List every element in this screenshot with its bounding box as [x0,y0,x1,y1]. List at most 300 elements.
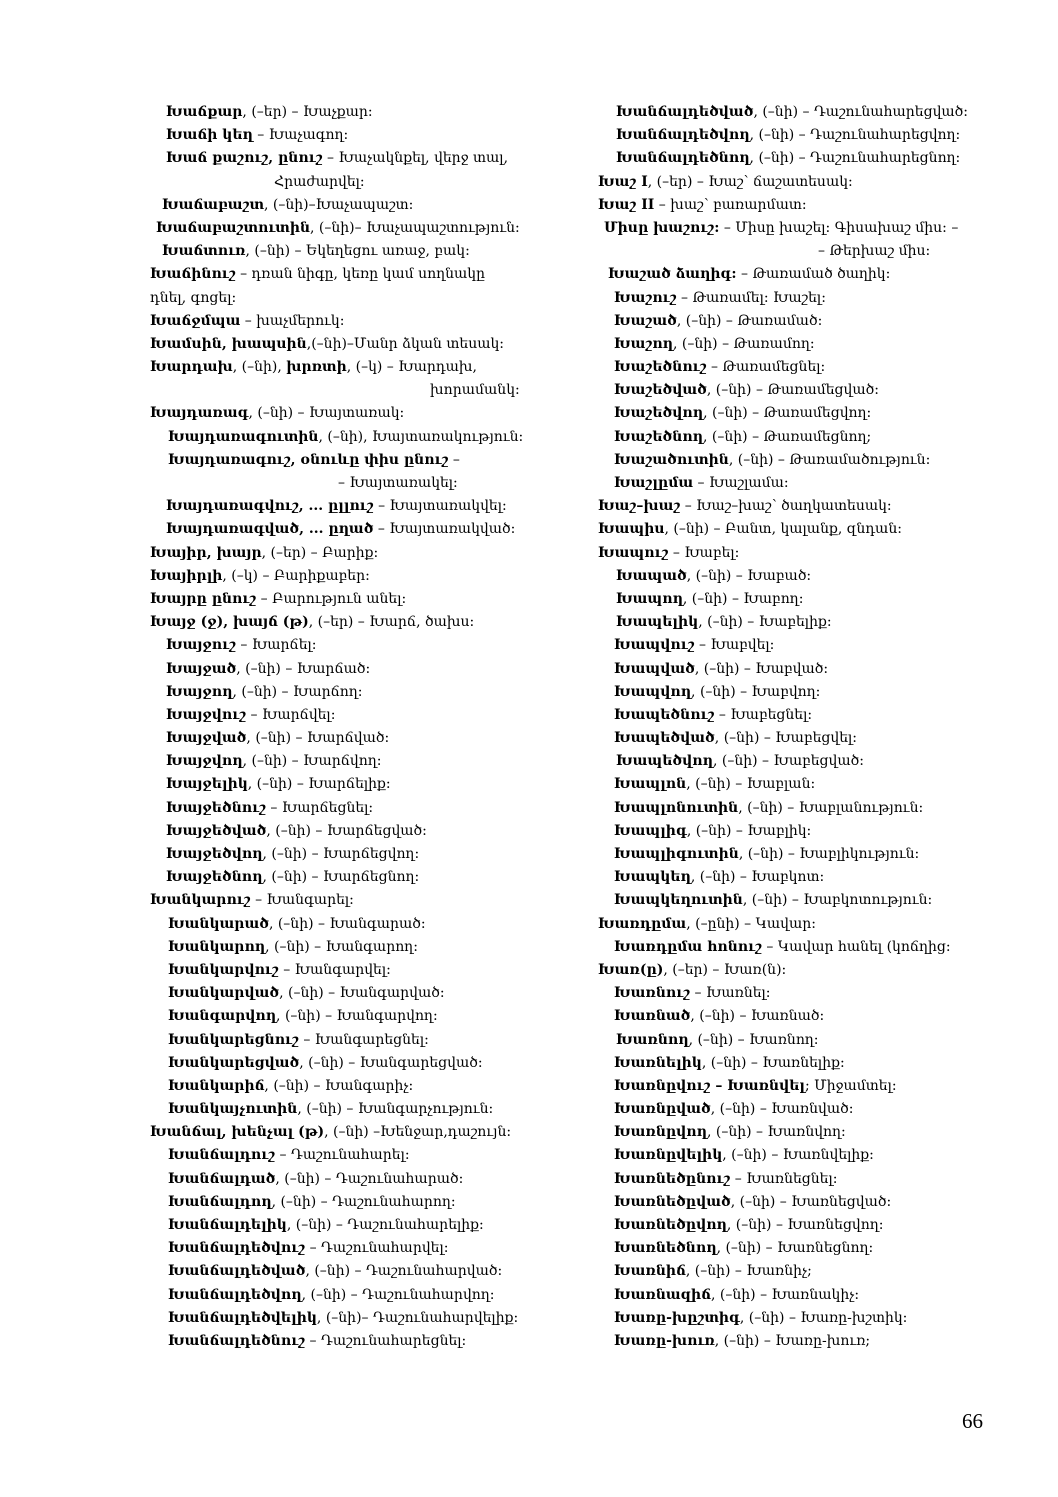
entry-definition: , (–նի) – Խարճած։ [236,660,371,677]
entry-definition: , (–նի) – Թառամած։ [676,312,823,329]
entry-headword: Խանճալդելիկ [168,1217,287,1233]
entry-definition: , (–նի) – Խարճվող։ [242,753,382,770]
dictionary-entry [150,936,580,959]
dictionary-entry [150,982,580,1005]
entry-definition: , (–նի) – Դաշունահարեցնող։ [749,150,961,167]
entry-definition: – [448,451,460,468]
dictionary-entry [150,727,580,750]
entry-headword: Խապիս [598,521,665,538]
entry-definition: Հրաժարվել։ [274,173,365,190]
dictionary-entry [150,194,580,217]
entry-definition: , (–նի) – Թառամեցված։ [706,382,879,399]
entry-definition: , (–նի) – Խառը-խշտիկ։ [739,1309,908,1326]
entry-definition: – Խարճել։ [235,637,317,654]
dictionary-entry [150,820,580,843]
dictionary-entry [598,379,1038,402]
entry-definition: , (–նի) – Խաբվող։ [691,683,821,700]
entry-definition: , (–նի) – Խառնեցված։ [730,1193,892,1210]
entry-definition: , (–նի) – Խանգարչություն։ [297,1101,494,1118]
entry-headword: Խառ(ը) [598,961,664,978]
dictionary-entry [598,402,1038,425]
entry-definition: – Խառնել։ [690,985,771,1002]
entry-definition: – Խարճվել։ [246,706,336,723]
entry-definition: , (–նի) – Խառը-խուռ; [714,1332,871,1349]
entry-headword: Խանկարված [168,985,280,1002]
entry-definition: – Խանգարվել։ [278,961,391,978]
entry-headword: Խաճի կեղ [166,127,253,144]
dictionary-entry [150,310,580,333]
dictionary-entry [150,1260,580,1283]
dictionary-entry [150,1075,580,1098]
entry-headword: Խաշած [614,312,677,329]
dictionary-entry [150,101,580,124]
entry-headword: Խառնըված [614,1101,711,1118]
entry-definition: , (–նի), Խայտառակություն։ [318,428,524,445]
dictionary-entry [598,495,1038,518]
entry-definition: , (–նի)–Խաչապաշտ։ [264,196,414,213]
dictionary-entry [150,472,580,495]
dictionary-entry [150,1191,580,1214]
entry-headword: Խաշեծնող [614,428,704,445]
entry-definition: , (–կ) – Խարդախ, [346,359,477,376]
dictionary-entry [150,588,580,611]
entry-definition: , (–նի) – Խարճող։ [232,683,363,700]
entry-headword: Խայջվուշ [166,706,247,723]
entry-definition: , (–նի) – Խանգարած։ [268,915,426,932]
entry-headword: Խայջեծնուշ [166,799,266,816]
entry-headword: Խաշուշ [614,289,677,306]
dictionary-entry [598,1052,1038,1075]
entry-headword: Խանճալդեծնող [616,150,750,167]
entry-definition: – Խաշլամա։ [693,475,789,491]
entry-definition: , (–նի)– Դաշունահարվելիք։ [316,1309,519,1326]
entry-headword: Խանճալդեծված [616,104,754,120]
entry-headword: Խառնեծընուշ [614,1170,731,1187]
entry-definition: , (–նի) – Խարճեցվող։ [262,846,420,862]
entry-headword: Խառնեծըված [614,1193,731,1210]
dictionary-entry [598,1330,1038,1353]
entry-headword: Խառդըմա [598,915,687,932]
entry-definition: – Խաբեցնել։ [714,706,813,723]
entry-headword: Խայջեծվող [166,846,263,862]
dictionary-entry [598,310,1038,333]
entry-headword: Խարդախ [150,359,233,376]
entry-definition: – Թերխաշ միս։ [818,243,931,260]
dictionary-entry [598,565,1038,588]
dictionary-entry [150,1052,580,1075]
dictionary-entry [598,1144,1038,1167]
entry-definition: – Դաշունահարել։ [275,1147,410,1164]
entry-definition: – Խաշ–խաշ՝ ծաղկատեսակ։ [680,498,892,515]
dictionary-entry [150,750,580,773]
entry-headword: Խաճաբաշտուտին [156,219,311,236]
right-column [598,101,1038,1353]
dictionary-entry [150,797,580,820]
dictionary-entry [150,287,580,310]
entry-definition: – Դաշունահարվել։ [305,1240,449,1257]
entry-definition: , (–նի) – Դաշունահարեցվող։ [749,127,961,144]
dictionary-entry [598,124,1038,147]
entry-headword: Խաշեծնուշ [614,359,707,376]
entry-headword: Խապեծնուշ [614,706,715,723]
dictionary-entry [598,704,1038,727]
entry-headword: Խաշ I [598,173,648,190]
dictionary-entry [598,518,1038,541]
entry-definition: – Խաբվել։ [694,637,775,654]
entry-definition: , (–նի) – Թառամածություն։ [728,451,931,468]
entry-definition: – Խաչագող։ [252,127,349,144]
dictionary-entry [150,913,580,936]
dictionary-entry [598,1098,1038,1121]
entry-headword: Խանկարեցված [168,1054,300,1071]
page-number: 66 [962,1409,983,1433]
dictionary-entry [598,147,1038,170]
entry-headword: Խանկարեցնուշ [168,1031,299,1048]
entry-headword: Խանճալ, խենչալ (թ) [150,1124,325,1141]
entry-definition: , (–նի) – Խառնեցվող։ [726,1217,884,1233]
entry-headword: Խաճջմպա [150,312,241,329]
dictionary-entry [598,217,1038,240]
entry-definition: – Խայտառակվել։ [373,498,507,515]
entry-headword: Խառնըվուշ – Խառնվել [614,1077,806,1094]
dictionary-entry [150,263,580,286]
entry-headword: Խառնըվելիկ [614,1147,723,1164]
dictionary-entry [150,542,580,565]
entry-headword: Խայջելիկ [166,776,248,793]
dictionary-entry [598,1029,1038,1052]
dictionary-entry [150,681,580,704]
entry-headword: Խաշեծվող [614,405,704,422]
entry-headword: Խաշածուտին [614,451,729,468]
entry-headword: Խայդառագուշ, օնուևը փիս ընուշ [168,451,449,468]
entry-definition: , (–նի) – Խառնիչ; [685,1263,812,1280]
dictionary-entry [598,588,1038,611]
entry-headword: Խանճալդած [168,1170,276,1187]
dictionary-entry [598,797,1038,820]
entry-definition: , (–նի) – Խանգարեցված։ [299,1054,483,1071]
dictionary-entry [150,1214,580,1237]
entry-definition: , (–եր) – Խարճ, ծախս։ [308,614,475,631]
entry-definition: , (–նի) – Խառնեցնող։ [716,1240,874,1257]
entry-definition: – Խարճեցնել։ [265,799,374,816]
entry-headword: Խայջված [166,730,247,747]
entry-headword: Խայջուշ [166,637,236,654]
entry-headword: Խապկեղուտին [614,892,743,909]
dictionary-entry [598,356,1038,379]
entry-definition: – դռան նիգը, կեռը կամ սողնակը [235,266,485,283]
entry-headword: Խապեծվող [616,753,713,770]
entry-definition: – խաշ՝ բառարմատ։ [654,196,807,213]
entry-headword: Խաշող [614,335,674,352]
entry-definition: , (–նի) – Խաբլիկ։ [686,822,812,839]
dictionary-entry [150,333,580,356]
entry-definition: , (–նի) – Խաբլիկություն։ [738,846,920,862]
entry-definition: , (–նի), [232,359,287,376]
dictionary-entry [150,495,580,518]
entry-headword: Խայջ (ջ), խայճ (թ) [150,614,309,631]
entry-headword: Խապելիկ [616,614,699,631]
dictionary-entry [150,402,580,425]
entry-headword: Խապվող [614,683,692,700]
entry-headword: Խայջվող [166,753,243,770]
dictionary-entry [598,1191,1038,1214]
entry-headword: Խառը-խըշտիգ [614,1309,740,1326]
entry-headword: Խանկարուշ [150,892,251,909]
dictionary-entry [150,565,580,588]
dictionary-entry [598,658,1038,681]
entry-headword: Խապուշ [598,544,669,561]
entry-definition: – Խայտառակել։ [338,475,458,491]
entry-headword: Խաճտուռ [162,243,246,260]
dictionary-entry [150,658,580,681]
entry-definition: , (–նի) – Դաշունահարված։ [305,1263,503,1280]
entry-definition: , (–նի) – Խանգարվող։ [276,1008,438,1025]
entry-headword: Խանճալդեծվելիկ [168,1309,317,1326]
dictionary-entry [598,1168,1038,1191]
dictionary-entry [598,1307,1038,1330]
dictionary-entry [598,982,1038,1005]
entry-headword: Խառնած [614,1008,691,1025]
entry-definition: – Թառամած ծաղիկ։ [736,266,891,283]
entry-definition: , (–նի) – Խառնվելիք։ [722,1147,874,1164]
entry-definition: , (–նի) – Խառնակիչ։ [711,1286,860,1303]
entry-headword: Խապվուշ [614,637,695,654]
entry-definition: – Խանգարել։ [250,892,354,909]
entry-headword: Խանճալդեծվող [168,1286,302,1303]
entry-headword: Խանկարվուշ [168,961,279,978]
entry-headword: Խաշած ձաղիգ: [608,266,737,283]
entry-headword: Խապած [616,567,687,584]
entry-definition: , (–կ) – Բարիքաբեր։ [222,567,370,584]
entry-definition: , (–նի) – Խաբլան։ [686,776,816,793]
entry-headword: Միսը խաշուշ: [604,219,720,236]
entry-definition: , (–նի) – Խանգարիչ։ [264,1077,414,1094]
entry-definition: – Դաշունահարեցնել։ [305,1332,467,1349]
entry-definition: , (–նի) – Խաբելիք։ [698,614,832,631]
entry-headword: Խաճինուշ [150,266,236,283]
dictionary-entry [150,518,580,541]
entry-definition: , (–նի) – Խարճեցված։ [266,822,427,839]
dictionary-entry [150,356,580,379]
entry-headword: Խապլոնուտին [614,799,739,816]
entry-headword: Խառնազիճ [614,1286,712,1303]
dictionary-entry [150,1121,580,1144]
entry-headword: Խայջող [166,683,233,700]
dictionary-entry [150,240,580,263]
entry-definition: , (–նի) – Խաբեցվել։ [714,730,858,747]
entry-definition: , (–նի) – Խաբած։ [686,567,812,584]
dictionary-entry [598,936,1038,959]
entry-headword: Խայջեծնող [166,869,263,886]
dictionary-entry [150,1284,580,1307]
dictionary-entry [598,263,1038,286]
entry-headword: Խապեծված [614,730,715,747]
dictionary-entry [150,1005,580,1028]
entry-headword: Խառնիճ [614,1263,686,1280]
entry-headword: Խառնըվող [614,1124,707,1141]
entry-definition: ,(–նի)–Մանր ձկան տեսակ։ [306,335,505,352]
entry-definition: , (–եր) – Խառ(ն)։ [663,961,787,978]
entry-headword: Խանկայչուտին [168,1101,298,1118]
entry-definition: , (–նի) – Թառամեցվող։ [703,405,872,422]
entry-headword: Խաշ II [598,196,655,213]
entry-definition: , (–նի) – Թառամեցնող; [703,428,872,445]
dictionary-entry [150,1168,580,1191]
dictionary-entry [150,889,580,912]
entry-headword: Խաճքար [166,104,243,120]
dictionary-entry [598,773,1038,796]
entry-definition: – Թառամել։ Խաշել։ [676,289,826,306]
entry-headword: Խանկարող [168,938,266,955]
dictionary-entry [598,449,1038,472]
entry-headword: Խաշլըմա [614,475,694,491]
dictionary-entry [598,681,1038,704]
entry-headword: Խառնող [616,1031,689,1048]
entry-definition: , (–նի) – Խարճված։ [246,730,390,747]
entry-definition: , (–նի) – Խարճելիք։ [247,776,391,793]
entry-headword: Խառը-խուռ [614,1332,715,1349]
entry-definition: , (–նի) – Խաբող։ [682,590,804,607]
entry-headword: Խառնուշ [614,985,691,1002]
entry-headword: Խայջեծված [166,822,267,839]
entry-definition: – Խաբել։ [668,544,740,561]
entry-definition: , (–նի)– Խաչապաշտություն։ [310,219,520,236]
dictionary-entry [598,611,1038,634]
dictionary-entry [598,1214,1038,1237]
dictionary-entry [598,889,1038,912]
dictionary-entry [598,1237,1038,1260]
entry-definition: , (–նի) – Խայտառակ։ [248,405,405,422]
dictionary-entry [598,287,1038,310]
dictionary-entry [598,542,1038,565]
entry-definition: , (–նի) – Խառնված։ [710,1101,854,1118]
entry-definition: , (–եր) – Բարիք։ [261,544,379,561]
entry-headword: Խանճալդեծնուշ [168,1332,306,1349]
entry-definition: , (–նի) – Եկեղեցու առաջ, բակ։ [245,243,470,260]
entry-definition: , (–նի) – Խառնելիք։ [701,1054,845,1071]
dictionary-entry [150,773,580,796]
entry-definition: , (–նի) – Խաբված։ [694,660,829,677]
dictionary-entry [598,913,1038,936]
entry-definition: – Բարություն անել։ [256,590,407,607]
dictionary-entry [598,194,1038,217]
entry-definition: , (–նի) – Դաշունահարելիք։ [286,1217,484,1233]
dictionary-entry [598,866,1038,889]
dictionary-entry [150,379,580,402]
entry-headword: Խանճալդեծված [168,1263,306,1280]
dictionary-entry [150,1098,580,1121]
entry-definition: , (–նի) – Դաշունահարեցված։ [753,104,969,120]
dictionary-entry [150,1330,580,1353]
dictionary-entry [598,1284,1038,1307]
entry-headword: Խայջած [166,660,237,677]
left-column [150,101,580,1353]
entry-definition: – Թառամեցնել։ [706,359,826,376]
entry-headword: Խապված [614,660,695,677]
dictionary-entry [598,820,1038,843]
dictionary-entry [150,1237,580,1260]
entry-headword: Խայիրլի [150,567,223,584]
dictionary-entry [150,171,580,194]
entry-definition: , (–նի) –Խենջար,դաշույն։ [324,1124,512,1141]
dictionary-entry [150,959,580,982]
entry-headword: Խապլոն [614,776,687,793]
entry-headword: Խայդառագված, ... ըղած [166,521,374,538]
entry-headword: Խաշեծված [614,382,707,399]
entry-definition: , (–նի) – Խաբկոտ։ [690,869,825,886]
dictionary-entry [150,1029,580,1052]
entry-headword: Խապլիգուտին [614,846,739,862]
entry-headword: խրռտի [286,359,347,376]
entry-headword: Խանճալդուշ [168,1147,276,1164]
dictionary-entry [598,727,1038,750]
dictionary-entry [150,147,580,170]
entry-headword: Խանկարած [168,915,269,932]
entry-headword: Խառդըմա հոնուշ [614,938,762,955]
dictionary-entry [150,634,580,657]
entry-definition: , (–նի) – Խառնած։ [690,1008,825,1025]
entry-headword: Խայդառագուտին [168,428,319,445]
dictionary-entry [598,472,1038,495]
entry-definition: , (–նի) – Խանգարող։ [265,938,418,955]
dictionary-entry [150,704,580,727]
entry-definition: – Կավար հանել (կոճղից։ [761,938,951,955]
entry-definition: , (–նի) – Խառնող։ [688,1031,819,1048]
entry-definition: ; Միջամտել։ [805,1077,897,1094]
entry-headword: Խամսին, խապսին [150,335,307,352]
entry-definition: – Խառնեցնել։ [730,1170,838,1187]
dictionary-entry [150,426,580,449]
entry-definition: – խաչմերուկ։ [240,312,345,329]
entry-definition: – Խանգարեցնել։ [298,1031,429,1048]
entry-definition: , (–նի) – Բանտ, կալանք, զնդան։ [664,521,902,538]
dictionary-entry [598,843,1038,866]
entry-definition: – Միսը խաշել։ Գիսախաշ միս։ – [719,219,959,236]
entry-definition: , (–նի) – Դաշունահարվող։ [301,1286,495,1303]
dictionary-entry [598,101,1038,124]
entry-headword: Խապլիգ [614,822,687,839]
dictionary-entry [598,634,1038,657]
entry-headword: Խանճալդեծվող [616,127,750,144]
entry-headword: Խանճալդեծվուշ [168,1240,306,1257]
entry-definition: , (–եր) – Խաչքար։ [242,104,373,120]
entry-definition: , (–նի) – Խաբլանություն։ [738,799,924,816]
entry-definition: , (–եր) – Խաշ՝ ճաշատեսակ։ [647,173,853,190]
entry-headword: Խաշ–խաշ [598,498,681,515]
dictionary-entry [598,426,1038,449]
entry-headword: Խաճ քաշուշ, ընուշ [166,150,323,167]
entry-headword: Խանգարվող [168,1008,277,1025]
entry-headword: Խանճալդող [168,1193,272,1210]
dictionary-entry [598,240,1038,263]
entry-definition: – Խայտառակված։ [373,521,516,538]
dictionary-entry [598,1005,1038,1028]
dictionary-entry [598,333,1038,356]
entry-headword: Խառնեծըվող [614,1217,727,1233]
entry-definition: դնել, գոցել։ [150,289,237,306]
entry-definition: , (–նի) – Խանգարված։ [279,985,445,1002]
entry-definition: , (–նի) – Դաշունահարող։ [271,1193,456,1210]
entry-definition: , (–նի) – Դաշունահարած։ [275,1170,464,1187]
dictionary-entry [150,1144,580,1167]
dictionary-entry [598,1121,1038,1144]
entry-definition: խորամանկ։ [430,382,520,399]
dictionary-entry [150,611,580,634]
entry-definition: , (–նի) – Խաբկոտություն։ [742,892,933,909]
dictionary-entry [150,124,580,147]
dictionary-entry [150,217,580,240]
entry-headword: Խայրը ընուշ [150,590,257,607]
